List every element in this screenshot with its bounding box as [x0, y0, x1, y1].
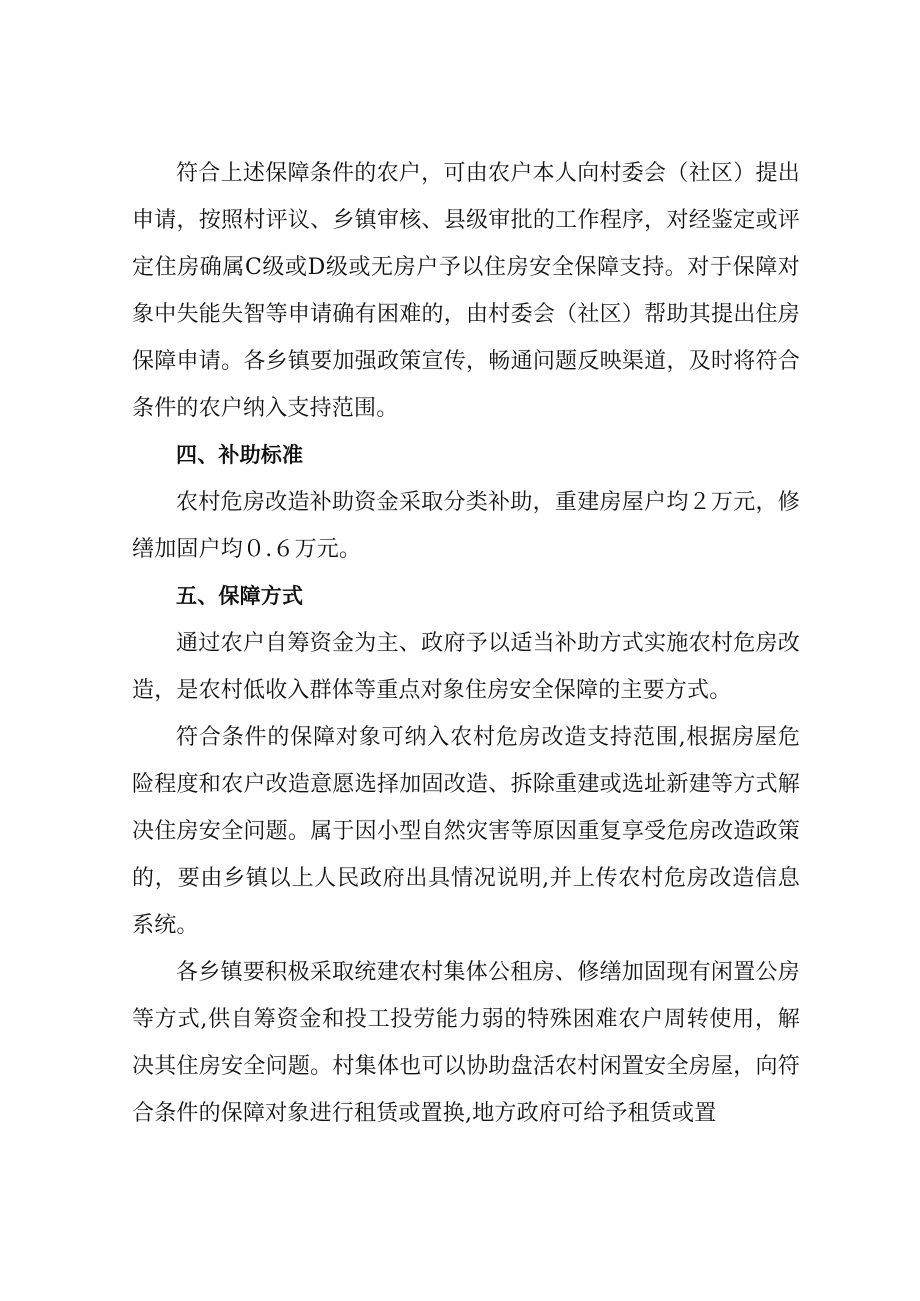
paragraph-application-process: 符合上述保障条件的农户，可由农户本人向村委会（社区）提出申请，按照村评议、乡镇审核、县级审批的工作程序，对经鉴定或评定住房确属C级或D级或无房户予以住房安全保障支持。对于保障对象中失能失智等申请确有困难的，由村委会（社区）帮助其提出住房保障申请。各乡镇要加强政策宣传，畅通问题反映渠道，及时将符合条件的农户纳入支持范围。 [132, 161, 800, 421]
paragraph-guarantee-method-1: 通过农户自筹资金为主、政府予以适当补助方式实施农村危房改造，是农村低收入群体等重点对象住房安全保障的主要方式。 [132, 631, 800, 703]
heading-guarantee-method: 五、保障方式 [176, 584, 304, 608]
document-body [132, 150, 800, 1137]
paragraph-guarantee-method-3: 各乡镇要积极采取统建农村集体公租房、修缮加固现有闲置公房等方式,供自筹资金和投工投劳能力弱的特殊困难农户周转使用，解决其住房安全问题。村集体也可以协助盘活农村闲置安全房屋，向符合条件的保障对象进行租赁或置换,地方政府可给予租赁或置 [132, 960, 800, 1126]
paragraph-guarantee-method-2: 符合条件的保障对象可纳入农村危房改造支持范围,根据房屋危险程度和农户改造意愿选择加固改造、拆除重建或选址新建等方式解决住房安全问题。属于因小型自然灾害等原因重复享受危房改造政策的，要由乡镇以上人民政府出具情况说明,并上传农村危房改造信息系统。 [132, 725, 800, 938]
paragraph-subsidy-standard: 农村危房改造补助资金采取分类补助，重建房屋户均２万元，修缮加固户均０.６万元。 [132, 490, 800, 562]
heading-subsidy-standard: 四、补助标准 [176, 443, 304, 467]
